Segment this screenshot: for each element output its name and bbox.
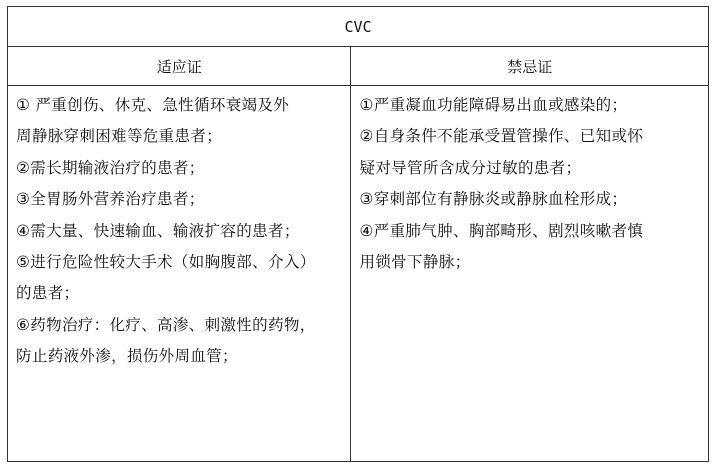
indication-line: ① 严重创伤、休克、急性循环衰竭及外 [16,96,290,114]
indication-line: ③全胃肠外营养治疗患者； [16,190,205,209]
indication-line: 周静脉穿刺困难等危重患者； [16,127,223,146]
contraindication-line: 疑对导管所含成分过敏的患者； [359,158,582,177]
contraindication-line: ②自身条件不能承受置管操作、已知或怀 [359,127,644,146]
indication-line: 防止药液外渗，损伤外周血管； [16,347,238,366]
header-row [8,47,709,86]
indication-line: ②需长期输液治疗的患者； [16,158,205,177]
table-title: CVC [8,7,709,47]
contraindications-header: 禁忌证 [351,47,709,86]
contraindication-line: ③穿刺部位有静脉炎或静脉血栓形成； [359,190,628,209]
indication-line: ⑥药物治疗：化疗、高渗、刺激性的药物， [16,315,316,334]
indication-line: 的患者； [16,284,80,303]
indications-header: 适应证 [8,47,351,86]
contraindication-line: ①严重凝血功能障碍易出血或感染的； [359,96,628,114]
title-row [8,7,709,47]
contraindication-line: 用锁骨下静脉； [359,253,471,272]
contraindication-line: ④严重肺气肿、胸部畸形、剧烈咳嗽者慎 [359,221,644,240]
indications-list [8,86,350,373]
contraindications-cell [351,86,709,462]
indication-line: ④需大量、快速输血、输液扩容的患者； [16,221,300,240]
content-row [8,86,709,462]
indication-line: ⑤进行危险性较大手术（如胸腹部、介入） [16,253,316,272]
cvc-table [7,6,709,462]
indications-cell [8,86,351,462]
contraindications-list [351,86,708,278]
